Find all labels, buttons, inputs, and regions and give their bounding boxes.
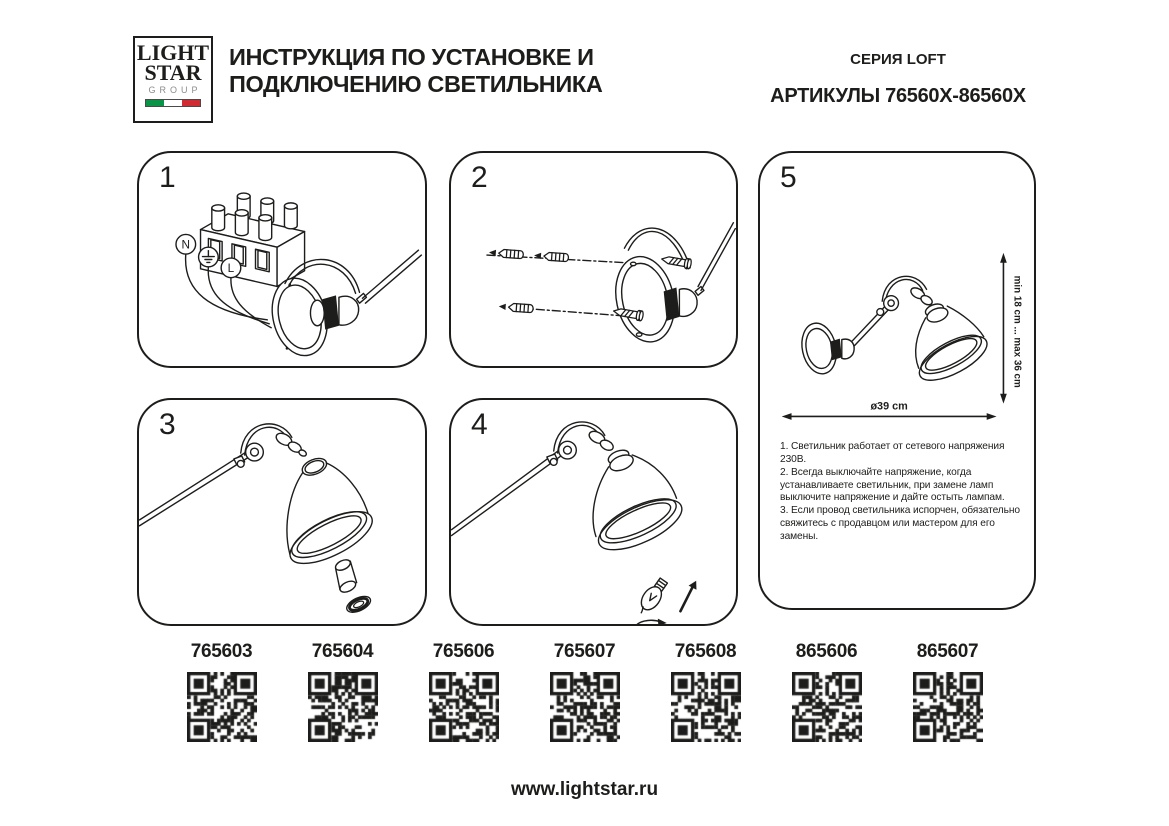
bulb-install-drawing: [451, 400, 736, 624]
logo-group: GROUP: [148, 85, 202, 95]
terminal-block-drawing: [201, 193, 305, 286]
series-label: СЕРИЯ LOFT: [850, 51, 946, 68]
step-1-panel: [137, 151, 427, 368]
page-title: [229, 44, 602, 98]
step-2-panel: [449, 151, 738, 368]
article-item: [898, 641, 998, 747]
neutral-label: N: [181, 238, 191, 252]
arm-drawing: [140, 451, 251, 526]
website-url: www.lightstar.ru: [510, 779, 659, 800]
qr-code: [792, 672, 862, 742]
article-item: [656, 641, 756, 747]
lightstar-logo: [133, 36, 213, 123]
wall-anchor-icon: [534, 251, 569, 261]
qr-code: [187, 672, 257, 742]
step-3-panel: [137, 398, 427, 626]
italian-flag-icon: [145, 99, 201, 107]
bulb-drawing: [634, 576, 670, 618]
qr-code: [429, 672, 499, 742]
wall-anchor-icon: [489, 249, 524, 259]
wall-anchor-icon: [499, 303, 534, 313]
mounting-diagram-drawing: [451, 153, 736, 366]
lampshade-drawing: [592, 447, 689, 559]
step-number: 5: [780, 161, 797, 194]
step-number: 2: [471, 161, 488, 194]
article-item: [293, 641, 393, 747]
note-1: 1. Светильник работает от сетевого напряжения 230В.: [780, 441, 1005, 465]
shade-assembly-drawing: [139, 400, 425, 624]
article-code: 765606: [432, 641, 495, 662]
socket-sleeve-drawing: [334, 558, 357, 595]
title-line-2: ПОДКЛЮЧЕНИЮ СВЕТИЛЬНИКА: [229, 71, 603, 97]
hinge-drawing: [234, 424, 308, 467]
diameter-dimension-label: ø39 cm: [870, 400, 908, 413]
insert-arrow-icon: [680, 581, 696, 611]
rotate-arrow-icon: [634, 619, 667, 624]
step-5-panel: [758, 151, 1036, 610]
article-code: 865607: [916, 641, 979, 662]
safety-notes: [780, 441, 1032, 544]
article-item: [414, 641, 514, 747]
diameter-dimension-arrow: [782, 413, 997, 420]
note-3: 3. Если провод светильника испорчен, обязательно свяжитесь с продавцом или мастером для его замены.: [780, 505, 1020, 542]
article-code: 765604: [311, 641, 374, 662]
qr-code: [671, 672, 741, 742]
article-item: [777, 641, 877, 747]
logo-light: LIGHT: [136, 40, 210, 65]
screw-icon: [661, 254, 692, 269]
hinge-drawing: [547, 422, 615, 465]
articles-row: [0, 641, 1169, 747]
article-item: [535, 641, 635, 747]
article-code: 765607: [553, 641, 616, 662]
height-dimension-arrow: [1000, 253, 1007, 404]
arm-drawing: [452, 449, 564, 535]
qr-code: [550, 672, 620, 742]
note-2: 2. Всегда выключайте напряжение, когда устанавливаете светильник, при замене ламп выключите напряжение и дайте остыть лампам.: [780, 466, 1005, 504]
wall-lamp-drawing: [797, 276, 993, 389]
logo-star: STAR: [144, 60, 202, 85]
article-code: 765603: [190, 641, 253, 662]
step-number: 4: [471, 408, 488, 441]
header-right: [738, 51, 1058, 108]
title-line-1: ИНСТРУКЦИЯ ПО УСТАНОВКЕ И: [229, 44, 594, 70]
wiring-diagram-drawing: [139, 153, 425, 366]
qr-code: [308, 672, 378, 742]
article-code: 765608: [674, 641, 737, 662]
wall-mount-drawing: [608, 223, 735, 348]
step-number: 1: [159, 161, 176, 194]
retaining-ring-drawing: [344, 593, 373, 615]
qr-code: [913, 672, 983, 742]
height-dimension-label: min 18 cm ... max 36 cm: [1011, 275, 1023, 388]
article-code: 865606: [795, 641, 858, 662]
step-number: 3: [159, 408, 176, 441]
lampshade-drawing: [283, 455, 380, 574]
article-item: [172, 641, 272, 747]
step-4-panel: [449, 398, 738, 626]
live-label: L: [227, 262, 235, 276]
articles-range-label: АРТИКУЛЫ 76560X-86560X: [770, 85, 1026, 107]
